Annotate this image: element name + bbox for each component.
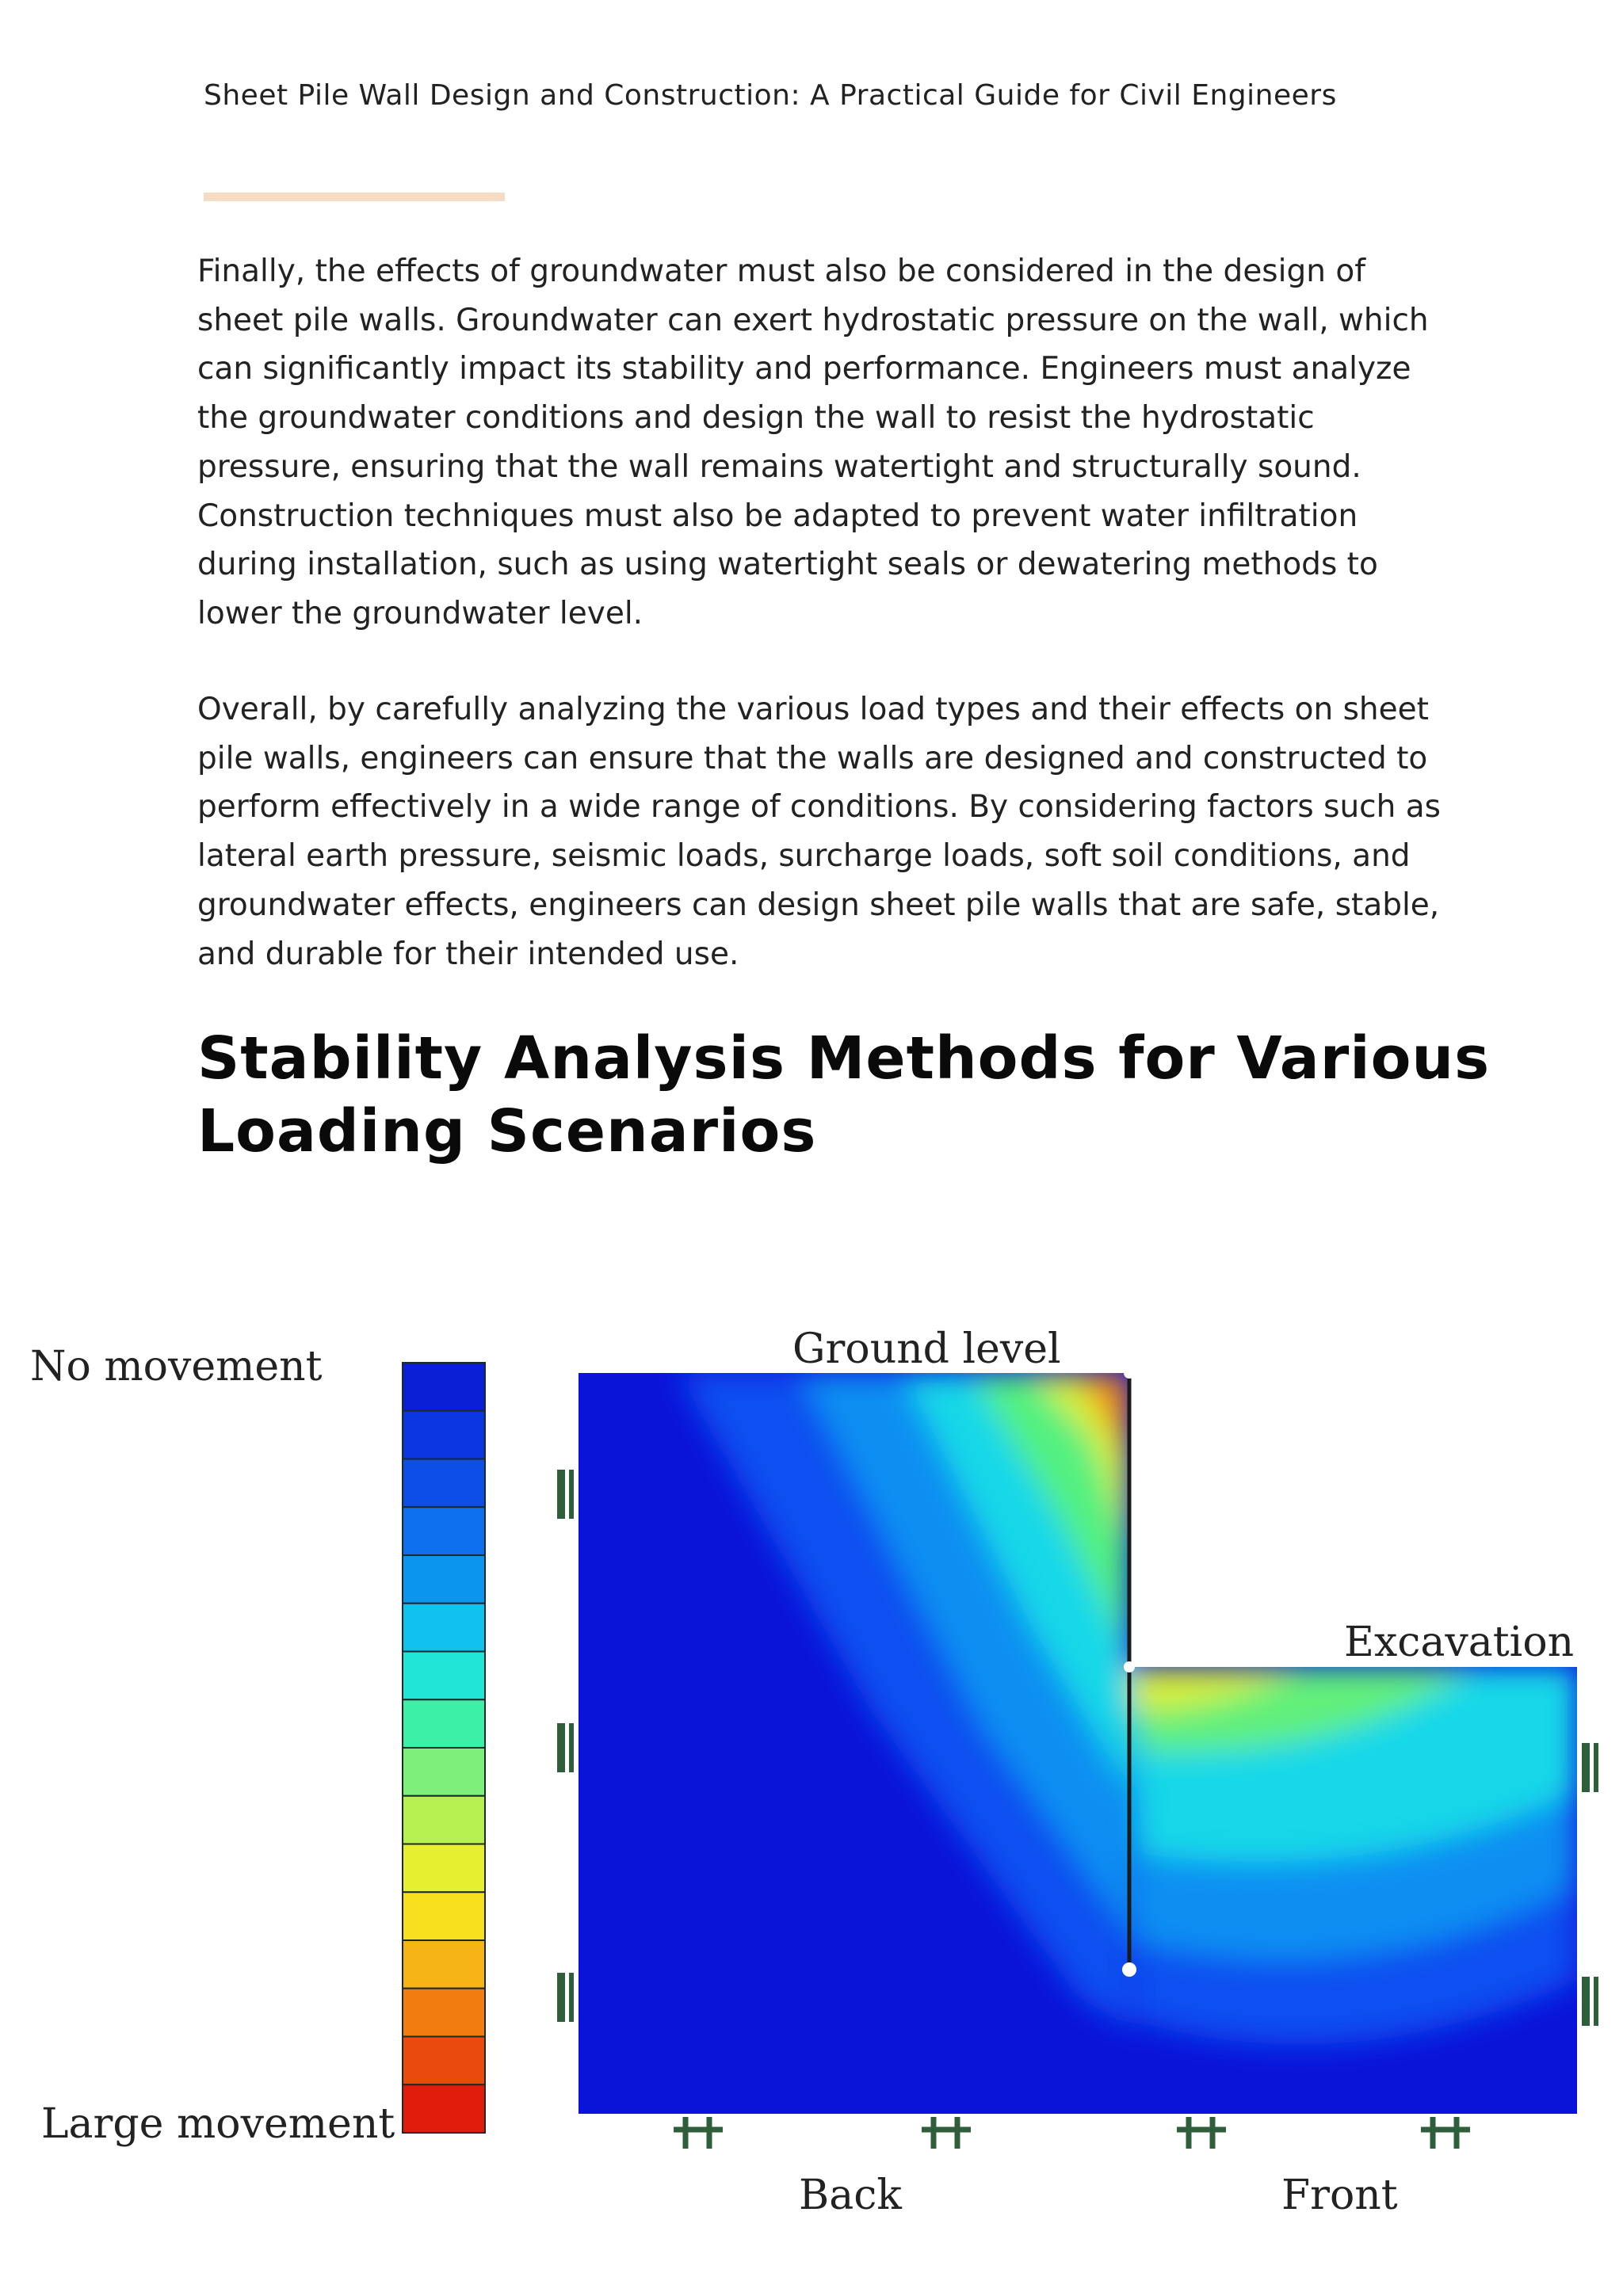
base-supports <box>674 2117 1470 2149</box>
legend-swatch <box>403 1555 485 1604</box>
front-label: Front <box>1281 2172 1398 2219</box>
legend-swatch <box>403 1892 485 1940</box>
legend-swatch <box>403 1699 485 1748</box>
pile-top-marker <box>1124 1367 1135 1379</box>
body-paragraph-overall: Overall, by carefully analyzing the various load types and their effects on sheet pile walls, engineers can ensure that the walls are designed and constructed to perform effectively in a wide range of conditions. By considering factors such as lateral earth pressure, seismic loads, surcharge loads, soft soil conditions, and groundwater effects, engineers can design sheet pile walls that are safe, stable, and durable for their intended use. <box>197 692 1441 972</box>
legend-swatch <box>403 1940 485 1989</box>
section-heading: Stability Analysis Methods for Various Loading Scenarios <box>197 1024 1491 1165</box>
soil-domain <box>579 1373 1577 2114</box>
excavation-level-marker <box>1124 1661 1135 1672</box>
legend-swatch <box>403 1411 485 1459</box>
legend-swatch <box>403 1604 485 1652</box>
legend-swatch <box>403 1652 485 1700</box>
ground-level-label: Ground level <box>792 1325 1061 1373</box>
legend-swatch <box>403 2084 485 2133</box>
legend-swatch <box>403 1363 485 1411</box>
legend-swatch <box>403 2037 485 2085</box>
legend-swatch <box>403 1796 485 1844</box>
pile-toe-marker <box>1122 1962 1136 1977</box>
legend-swatch <box>403 1989 485 2037</box>
movement-color-scale <box>403 1363 485 2133</box>
legend-swatch <box>403 1507 485 1555</box>
movement-contour-figure <box>0 1283 1623 2296</box>
body-paragraph-groundwater: Finally, the effects of groundwater must also be considered in the design of sheet pile walls. Groundwater can exert hydrostatic pressure on the wall, which can significantly impact its stability and performance. Engineers must analyze the groundwater conditions and design the wall to resist the hydrostatic pressure, ensuring that the wall remains watertight and structurally sound. Construction techniques must also be adapted to prevent water infiltration during installation, such as using watertight seals or dewatering methods to lower the groundwater level. <box>197 254 1429 631</box>
legend-swatch <box>403 1748 485 1796</box>
accent-bar <box>204 193 505 201</box>
legend-swatch <box>403 1844 485 1893</box>
running-header: Sheet Pile Wall Design and Construction: A Practical Guide for Civil Engineers <box>204 79 1337 112</box>
legend-swatch <box>403 1459 485 1508</box>
legend-top-label: No movement <box>30 1343 323 1390</box>
back-label: Back <box>799 2172 902 2219</box>
legend-bottom-label: Large movement <box>41 2100 395 2148</box>
excavation-label: Excavation <box>1344 1619 1575 1666</box>
